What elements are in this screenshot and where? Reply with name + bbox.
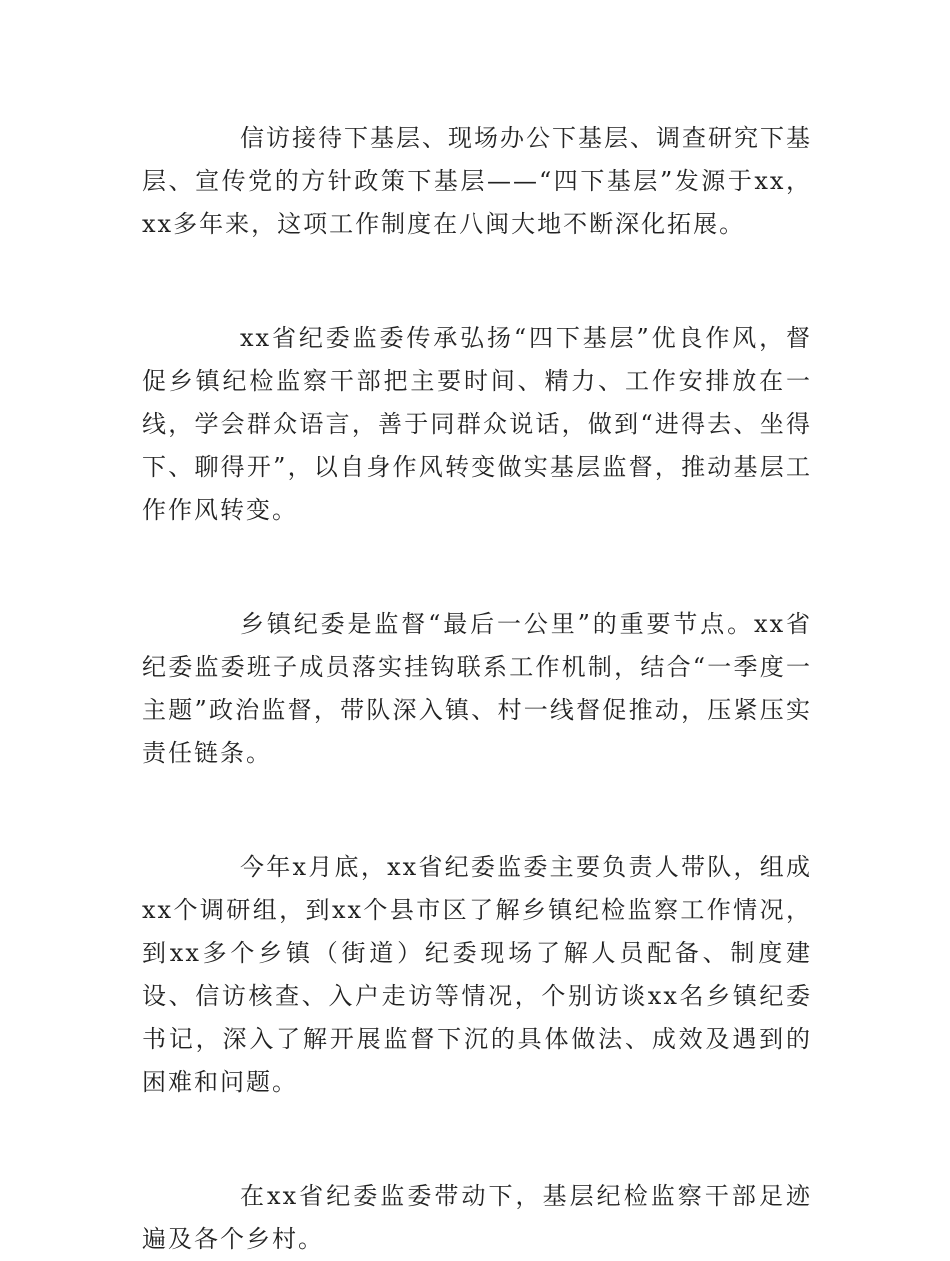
paragraph-4: 今年x月底，xx省纪委监委主要负责人带队，组成xx个调研组，到xx个县市区了解乡镇纪检监察工作情况，到xx多个乡镇（街道）纪委现场了解人员配备、制度建设、信访核查、入户走访等情况，个别访谈xx名乡镇纪委书记，深入了解开展监督下沉的具体做法、成效及遇到的困难和问题。 bbox=[142, 853, 812, 1096]
paragraph-2: xx省纪委监委传承弘扬“四下基层”优良作风，督促乡镇纪检监察干部把主要时间、精力、工作安排放在一线，学会群众语言，善于同群众说话，做到“进得去、坐得下、聊得开”，以自身作风转变做实基层监督，推动基层工作作风转变。 bbox=[142, 324, 812, 524]
paragraph-1: 信访接待下基层、现场办公下基层、调查研究下基层、宣传党的方针政策下基层——“四下基层”发源于xx，xx多年来，这项工作制度在八闽大地不断深化拓展。 bbox=[142, 124, 812, 238]
paragraph-3: 乡镇纪委是监督“最后一公里”的重要节点。xx省纪委监委班子成员落实挂钩联系工作机制，结合“一季度一主题”政治监督，带队深入镇、村一线督促推动，压紧压实责任链条。 bbox=[142, 610, 812, 767]
paragraph-5: 在xx省纪委监委带动下，基层纪检监察干部足迹遍及各个乡村。 bbox=[142, 1182, 812, 1253]
document-body bbox=[142, 117, 812, 1261]
